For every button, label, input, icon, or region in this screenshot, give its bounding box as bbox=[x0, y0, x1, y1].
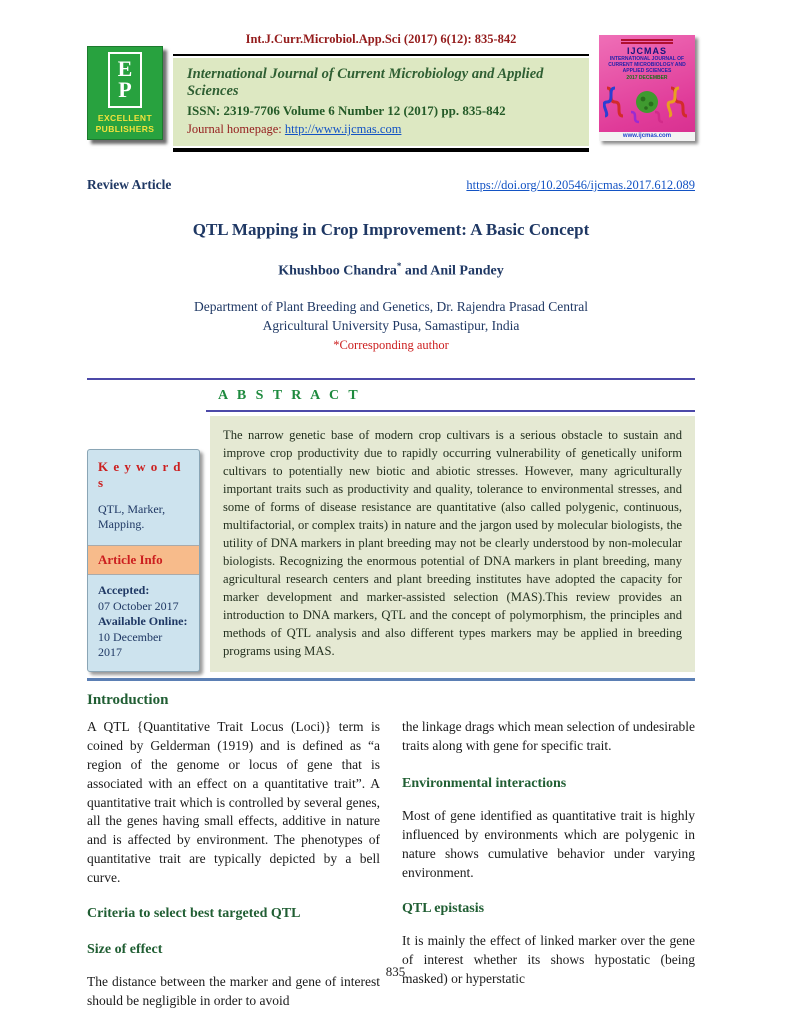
author-2: and Anil Pandey bbox=[401, 263, 504, 279]
linkage-drag-paragraph: the linkage drags which mean selection of undesirable traits along with gene for specific trait. bbox=[402, 718, 695, 753]
intro-paragraph: A QTL {Quantitative Trait Locus (Loci)} term is coined by Gelderman (1919) and is defined as “a region of the genome or locus of gene that is associated with an effect on a quantitative trait”. A quantitative trait which is controlled by several genes, all the genes having small effects, additive in nature and is affected by environment. The phenotypes of quantitative trait are typically depicted by a bell curve. bbox=[87, 718, 380, 886]
corresponding-author-note: *Corresponding author bbox=[333, 337, 449, 352]
publisher-name: EXCELLENT PUBLISHERS bbox=[95, 113, 155, 134]
abstract-heading: A B S T R A C T bbox=[218, 387, 361, 403]
journal-name: International Journal of Current Microbiology and Applied Sciences bbox=[187, 66, 544, 99]
homepage-label: Journal homepage: bbox=[187, 122, 285, 136]
criteria-heading: Criteria to select best targeted QTL bbox=[87, 905, 301, 921]
excellent-publishers-logo bbox=[87, 46, 163, 140]
doi-link[interactable]: https://doi.org/10.20546/ijcmas.2017.612.089 bbox=[466, 178, 695, 192]
size-of-effect-heading: Size of effect bbox=[87, 941, 163, 957]
introduction-heading: Introduction bbox=[87, 691, 169, 708]
body-separator-rule bbox=[87, 678, 695, 681]
cover-website: www.ijcmas.com bbox=[599, 132, 695, 141]
authors-line bbox=[87, 261, 695, 280]
issn-volume-line: ISSN: 2319-7706 Volume 6 Number 12 (2017) pp. 835-842 bbox=[187, 103, 506, 118]
available-online-date: 10 December 2017 bbox=[98, 629, 163, 660]
keywords-list: QTL, Marker, Mapping. bbox=[98, 501, 166, 532]
cover-masthead-decoration bbox=[618, 38, 676, 45]
qtl-epistasis-heading: QTL epistasis bbox=[402, 900, 485, 916]
page-number: 835 bbox=[385, 964, 406, 979]
ep-logo-letter-e: E bbox=[117, 56, 133, 82]
ep-logo-letter-p: P bbox=[118, 77, 132, 102]
affiliation: Department of Plant Breeding and Genetics, Dr. Rajendra Prasad Central Agricultural University Pusa, Samastipur, India bbox=[193, 298, 588, 334]
abstract-top-rule bbox=[87, 378, 695, 380]
header-divider-top bbox=[173, 54, 589, 56]
author-1: Khushboo Chandra bbox=[278, 263, 397, 279]
keywords-block bbox=[88, 450, 199, 545]
cover-journal-fullname: INTERNATIONAL JOURNAL OF CURRENT MICROBIOLOGY AND APPLIED SCIENCES bbox=[608, 56, 686, 74]
environmental-interactions-heading: Environmental interactions bbox=[402, 775, 567, 791]
keywords-heading: K e y w o r d s bbox=[98, 458, 182, 490]
ep-logo-monogram bbox=[108, 52, 142, 108]
journal-cover-thumbnail bbox=[599, 35, 695, 141]
article-citation: Int.J.Curr.Microbiol.App.Sci (2017) 6(12): 835-842 bbox=[245, 32, 517, 46]
cover-journal-acronym: IJCMAS bbox=[626, 46, 667, 56]
abstract-heading-rule bbox=[206, 410, 695, 412]
journal-homepage-line bbox=[187, 122, 575, 137]
available-online-label: Available Online: bbox=[98, 614, 188, 629]
qtl-epistasis-paragraph: It is mainly the effect of linked marker over the gene of interest whether its shows hypostatic (being masked) or hyperstatic bbox=[402, 933, 695, 987]
paper-title: QTL Mapping in Crop Improvement: A Basic Concept bbox=[192, 220, 590, 239]
homepage-link[interactable]: http://www.ijcmas.com bbox=[284, 122, 402, 136]
dna-helix-artwork bbox=[603, 82, 691, 131]
journal-masthead bbox=[173, 32, 589, 152]
size-of-effect-paragraph: The distance between the marker and gene of interest should be negligible in order to avoid bbox=[87, 974, 380, 1009]
abstract-section bbox=[87, 416, 695, 672]
article-info-heading: Article Info bbox=[88, 545, 199, 575]
accepted-date: 07 October 2017 bbox=[98, 598, 179, 613]
article-meta-row bbox=[87, 177, 695, 193]
environmental-interactions-paragraph: Most of gene identified as quantitative trait is highly influenced by environments which are polygenic in nature shows cumulative behavior under varying environment. bbox=[402, 808, 695, 880]
page-header bbox=[87, 32, 695, 152]
header-divider-bottom bbox=[173, 148, 589, 152]
article-type-label: Review Article bbox=[87, 177, 172, 192]
abstract-text: The narrow genetic base of modern crop cultivars is a serious obstacle to sustain and improve crop productivity due to rapidly occurring vulnerability of genetically uniform cultivars to potentially new biotic and abiotic stresses. However, many agriculturally important traits such as productivity and quality, tolerance to environmental stresses, and some of forms of disease resistance are quantitative (also called polygenic, continuous, multifactorial, or complex traits) in nature and the jargon used by molecular biologists, the utility of DNA markers in plant breeding may not be clearly understood by non-molecular biologists. Recognizing the enormous potential of DNA markers in plant breeding, many agricultural research centers and plant breeding institutes have adopted the capacity for marker development and marker-assisted selection (MAS).This review provides an introduction to DNA markers, QTL and the concept of polymorphism, the principles and methods of QTL analysis and also different types markers may be applied in breeding programs using MAS. bbox=[210, 416, 695, 672]
corresponding-asterisk: * bbox=[396, 261, 402, 271]
journal-info-box bbox=[173, 58, 589, 146]
cover-issue-date: 2017 DECEMBER bbox=[626, 75, 668, 81]
article-info-block bbox=[88, 575, 199, 671]
accepted-label: Accepted: bbox=[98, 582, 150, 597]
keywords-article-info-box bbox=[87, 449, 200, 672]
